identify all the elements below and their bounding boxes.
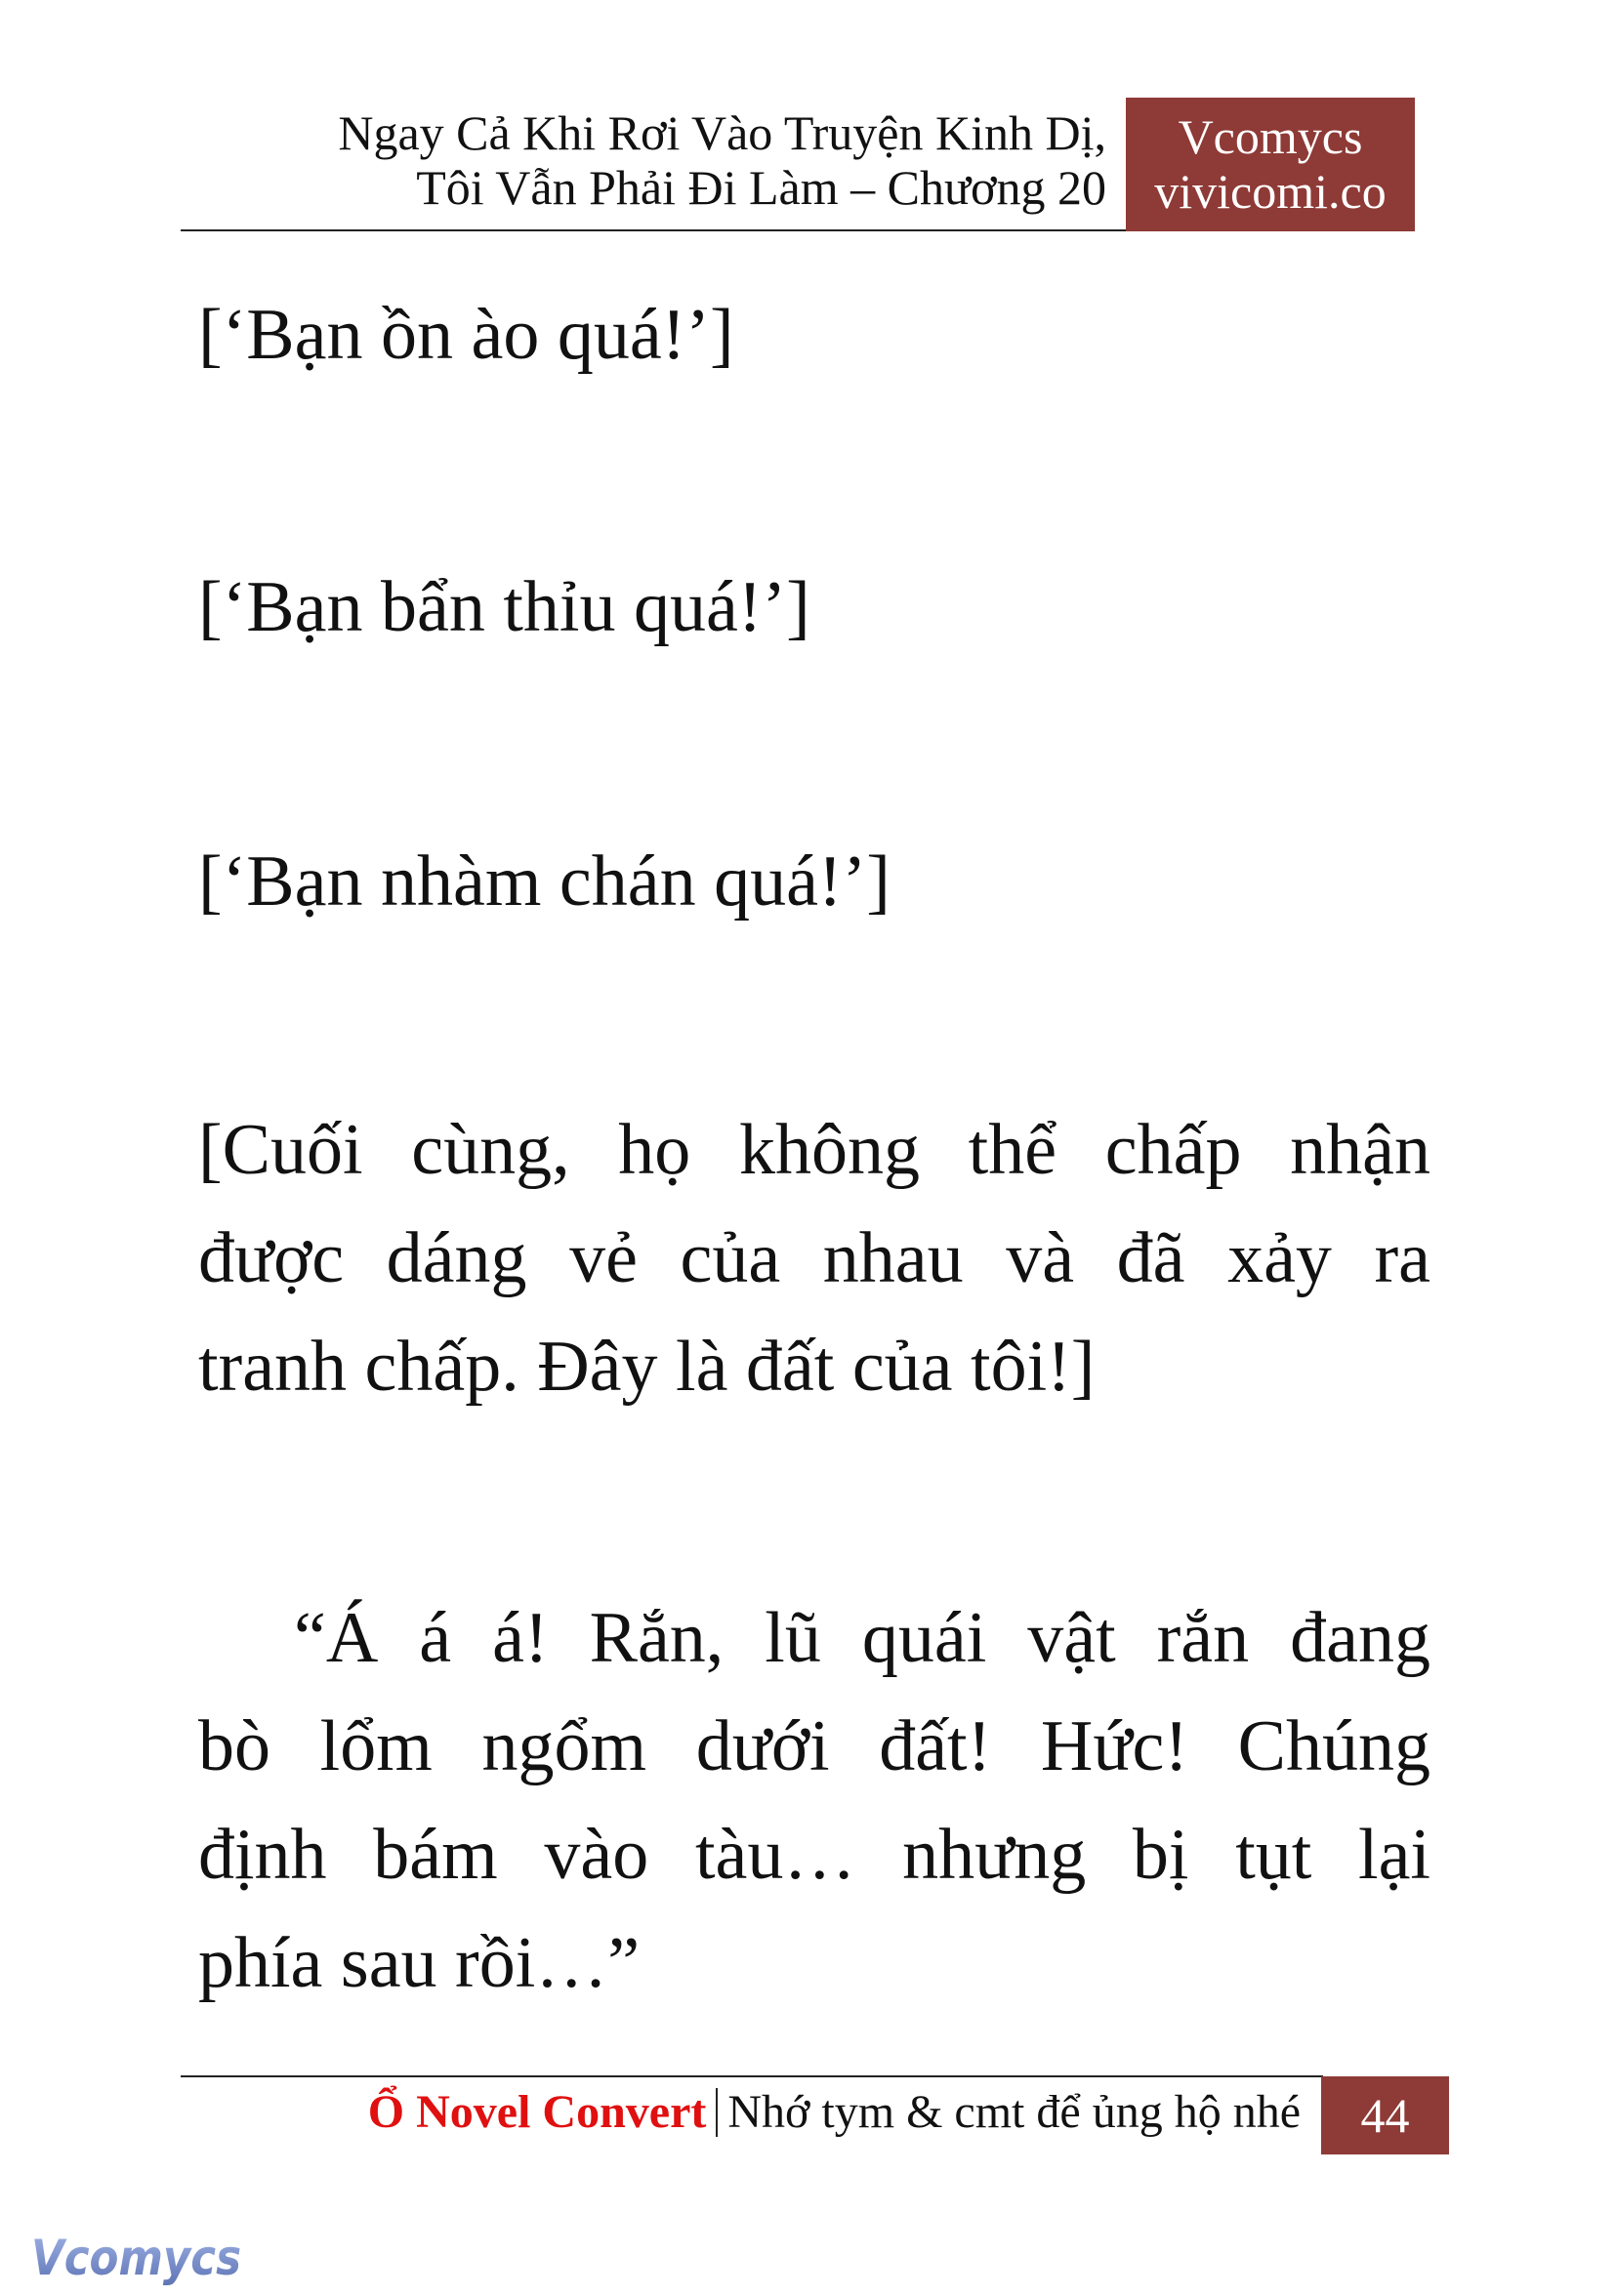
chapter-title-line-2: Tôi Vẫn Phải Đi Làm – Chương 20 [416,160,1106,215]
paragraph-2: [‘Bạn bẩn thỉu quá!’] [198,567,810,647]
paragraph-3: [‘Bạn nhàm chán quá!’] [198,841,891,922]
page-number: 44 [1321,2076,1449,2154]
site-brand-name: Vcomycs [1178,109,1363,164]
paragraph-4-line-3: tranh chấp. Đây là đất của tôi!] [198,1327,1096,1407]
paragraph-5-line-1: “Á á á! Rắn, lũ quái vật rắn đang [294,1598,1430,1678]
paragraph-5-line-2: bò lổm ngổm dưới đất! Hức! Chúng [198,1706,1430,1786]
vcomycs-logo-watermark [29,2218,244,2296]
footer-brand: Ổ Novel Convert [367,2086,707,2138]
paragraph-4-line-1: [Cuối cùng, họ không thể chấp nhận [198,1110,1430,1190]
header-divider [181,229,1126,231]
logo-text: Vcomycs [31,2230,241,2286]
footer-text [368,2085,1301,2140]
chapter-title-line-1: Ngay Cả Khi Rơi Vào Truyện Kinh Dị, [338,105,1106,160]
chapter-title [338,105,1106,215]
footer-message: Nhớ tym & cmt để ủng hộ nhé [727,2086,1301,2138]
footer-divider [181,2075,1323,2077]
paragraph-4-line-2: được dáng vẻ của nhau và đã xảy ra [198,1218,1430,1298]
footer-separator [716,2088,718,2137]
site-brand-url: vivicomi.co [1154,164,1387,219]
paragraph-5-line-4: phía sau rồi…” [198,1923,641,2003]
site-brand-box [1126,98,1415,231]
paragraph-5-line-3: định bám vào tàu… nhưng bị tụt lại [198,1815,1430,1895]
paragraph-1: [‘Bạn ồn ào quá!’] [198,295,734,375]
